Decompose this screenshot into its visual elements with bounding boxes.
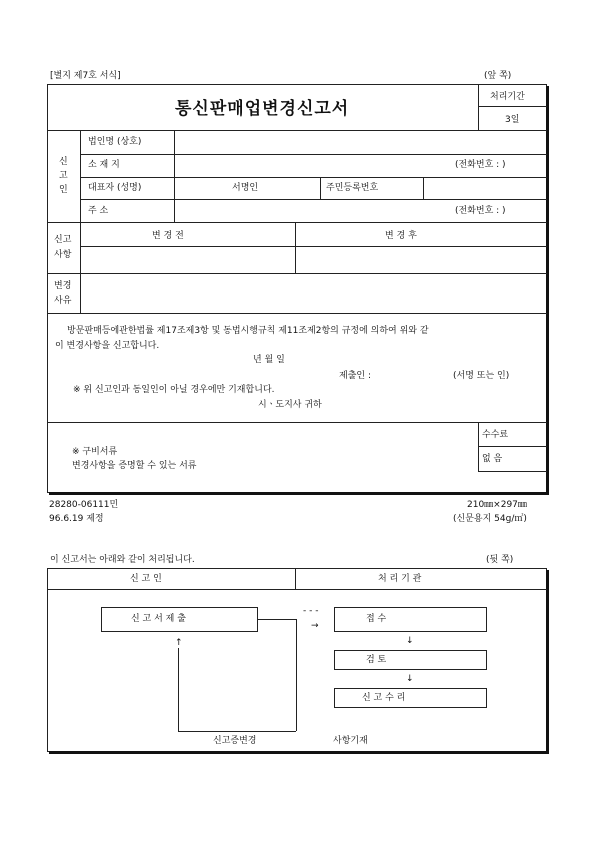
return-line-left <box>178 648 179 731</box>
after-change-header: 변 경 후 <box>385 231 417 241</box>
form-date: 96.6.19 제정 <box>49 514 104 524</box>
page-side-front: (앞 쪽) <box>484 71 512 81</box>
left-label-column <box>80 130 81 273</box>
processing-period-value: 3일 <box>505 115 520 125</box>
period-divider <box>478 106 547 107</box>
required-docs-item: 변경사항을 증명할 수 있는 서류 <box>72 461 197 471</box>
applicant-column-header: 신 고 인 <box>130 574 162 584</box>
return-line-bottom <box>178 731 296 732</box>
note-text: ※ 위 신고인과 동일인이 아닐 경우에만 기재합니다. <box>73 385 275 395</box>
corp-name-field[interactable] <box>176 132 544 152</box>
row-line-1 <box>80 154 547 155</box>
rep-divider-2 <box>423 177 424 199</box>
arrow-down-2: ↓ <box>406 674 414 684</box>
paper-size: 210㎜×297㎜ <box>467 500 527 510</box>
home-address-field[interactable] <box>176 201 446 221</box>
phone-label-1: (전화번호 : ) <box>455 160 506 170</box>
process-shadow-bottom <box>49 751 549 754</box>
row-line-4 <box>47 222 547 223</box>
applicant-label-2: 고 <box>59 171 68 181</box>
applicant-label-3: 인 <box>59 185 68 195</box>
resident-no-field[interactable] <box>425 179 545 198</box>
fee-label: 수수료 <box>482 430 509 440</box>
row-line-3 <box>80 199 547 200</box>
before-change-header: 변 경 전 <box>152 231 184 241</box>
processing-period-label: 처리기간 <box>490 92 525 102</box>
statement-line-1: 방문판매등에관한법률 제17조제3항 및 동법시행규칙 제11조제2항의 규정에 의하여 위와 같 <box>67 326 429 336</box>
receive-box <box>334 607 487 632</box>
frame-shadow-bottom <box>49 492 549 495</box>
statement-line-2: 이 변경사항을 신고합니다. <box>55 341 160 351</box>
process-shadow-right <box>546 570 549 754</box>
after-change-field[interactable] <box>297 248 545 271</box>
arrow-up: ↑ <box>175 638 183 648</box>
row-line-6 <box>47 313 547 314</box>
home-address-label: 주 소 <box>88 206 109 216</box>
signature-label: 서명인 <box>232 183 259 193</box>
accept-box <box>334 688 487 708</box>
before-change-field[interactable] <box>82 248 293 271</box>
field-label-column <box>174 130 175 222</box>
sign-or-seal: (서명 또는 인) <box>453 371 510 381</box>
arrow-right: → <box>311 621 319 631</box>
address-field[interactable] <box>176 156 446 176</box>
paper-type: (신문용지 54g/㎡) <box>453 514 527 524</box>
required-docs-title: ※ 구비서류 <box>72 447 118 457</box>
frame-shadow-right <box>546 86 549 495</box>
process-header-divider <box>295 568 296 589</box>
report-items-label-1: 신고 <box>54 235 72 245</box>
reason-label-2: 사유 <box>54 296 72 306</box>
fee-bottom-line <box>478 471 547 472</box>
fee-value: 없 음 <box>482 454 503 464</box>
addressee: 시ㆍ도지사 귀하 <box>258 400 322 410</box>
process-header-line <box>47 589 547 590</box>
accept-label: 신 고 수 리 <box>362 693 406 703</box>
phone-label-2: (전화번호 : ) <box>455 206 506 216</box>
title-bottom-line <box>47 130 547 131</box>
page-side-back: (뒷 쪽) <box>486 555 514 565</box>
submitter-label: 제출인 : <box>339 371 371 381</box>
reason-label-1: 변경 <box>54 281 72 291</box>
change-divider <box>295 222 296 273</box>
row-line-7 <box>47 422 547 423</box>
resident-no-label: 주민등록번호 <box>326 183 379 193</box>
reason-divider <box>80 273 81 313</box>
representative-label: 대표자 (성명) <box>88 183 142 193</box>
form-id: [별지 제7호 서식] <box>50 71 121 81</box>
applicant-label-1: 신 <box>59 157 68 167</box>
change-header-line <box>80 246 547 247</box>
form-title: 통신판매업변경신고서 <box>175 99 350 119</box>
process-intro: 이 신고서는 아래와 같이 처리됩니다. <box>50 555 195 565</box>
row-line-5 <box>47 273 547 274</box>
rep-divider-1 <box>320 177 321 199</box>
agency-column-header: 처 리 기 관 <box>378 574 422 584</box>
return-line-right <box>296 619 297 731</box>
title-divider <box>478 84 479 130</box>
corp-name-label: 법인명 (상호) <box>88 137 142 147</box>
form-code: 28280-06111민 <box>49 500 119 510</box>
row-line-2 <box>80 177 547 178</box>
address-label: 소 재 지 <box>88 160 120 170</box>
receive-label: 접 수 <box>366 614 387 624</box>
review-box <box>334 650 487 670</box>
cert-change-label: 신고증변경 <box>213 736 257 746</box>
submit-label: 신 고 서 제 출 <box>131 614 186 624</box>
reason-field[interactable] <box>82 275 545 311</box>
date-line: 년 월 일 <box>253 355 285 365</box>
dash-connector: - - - <box>303 606 319 616</box>
arrow-down-1: ↓ <box>406 636 414 646</box>
fee-line <box>478 446 547 447</box>
submit-connector <box>258 619 296 620</box>
review-label: 검 토 <box>366 655 387 665</box>
record-label: 사항기재 <box>333 736 368 746</box>
report-items-label-2: 사항 <box>54 250 72 260</box>
